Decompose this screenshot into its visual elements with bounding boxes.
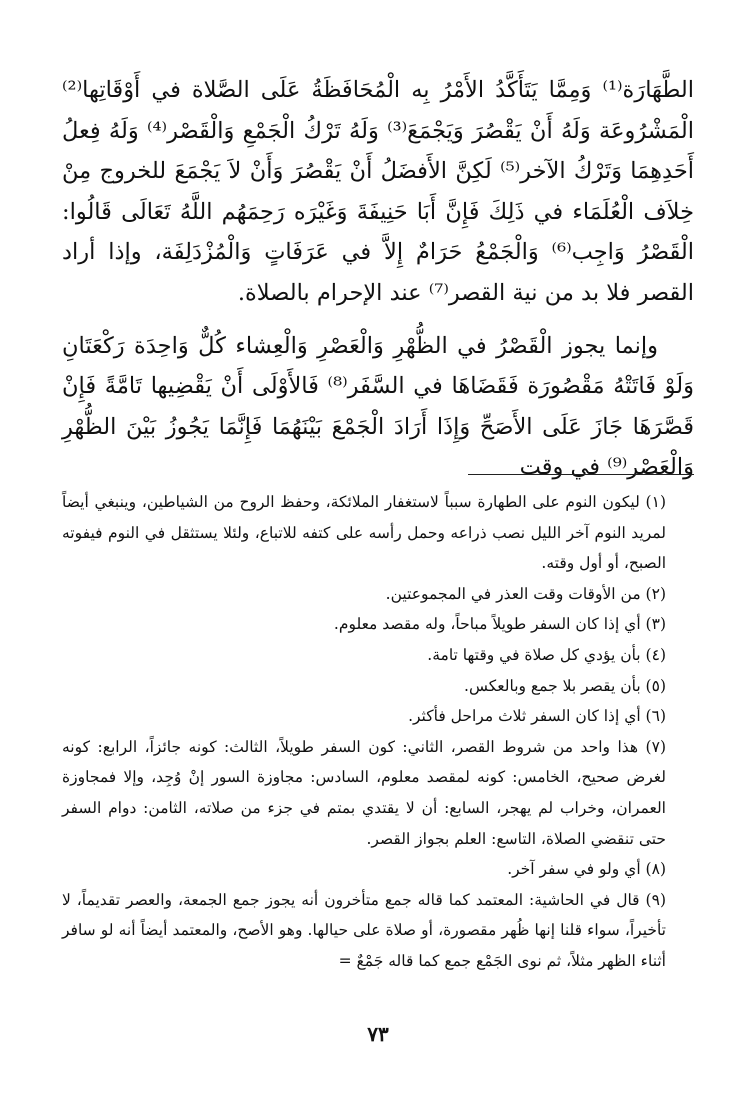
footnote-4: (٤) بأن يؤدي كل صلاة في وقتها تامة. <box>427 645 666 664</box>
footnote-2: (٢) من الأوقات وقت العذر في المجموعتين. <box>385 584 666 603</box>
footnote-9: (٩) قال في الحاشية: المعتمد كما قاله جمع متأخرون أنه يجوز جمع الجمعة، والعصر تقديماً، لا تأخيراً، سواء قلنا إنها ظُهر مقصورة، أو صلاة على حيالها. وهو الأصح، والمعتمد أيضاً أنه لو سافر أثناء الظهر مثلاً، ثم نوى الجَمْع جمع كما قاله جَمْعٌ = <box>62 890 666 970</box>
footnote-separator <box>468 474 694 475</box>
main-paragraph-1: الطَّهَارَة⁽¹⁾ وَمِمَّا يَتَأَكَّدُ الأَمْرُ بِه الْمُحَافَظَةُ عَلَى الصَّلاة في أَوْقَاتِها⁽²⁾ الْمَشْرُوعَة وَلَهُ أَنْ يَقْصُرَ وَيَجْمَعَ⁽³⁾ وَلَهُ تَرْكُ الْجَمْعِ وَالْقَصْر⁽⁴⁾ وَلَهُ فِعلُ أَحَدِهِمَا وَتَرْكُ الآخر⁽⁵⁾ لَكِنَّ الأَفضَلُ أَنْ يَقْصُرَ وَأَنْ لاَ يَجْمَعَ للخروج مِنْ خِلاَف الْعُلَمَاء في ذَلِكَ فَإِنَّ أَبَا حَنِيفَةَ وَغَيْرَه رَحِمَهُم اللَّهُ تَعَالَى قَالُوا: الْقَصْرُ وَاجِب⁽⁶⁾ وَالْجَمْعُ حَرَامٌ إِلاَّ في عَرَفَاتٍ وَالْمُزْدَلِفَة، وإذا أراد القصر فلا بد من نية القصر⁽⁷⁾ عند الإحرام بالصلاة. <box>62 77 694 306</box>
footnote-8: (٨) أي ولو في سفر آخر. <box>507 860 666 879</box>
main-paragraph-2: وإنما يجوز الْقَصْرُ في الظُّهْرِ وَالْعَصْرِ وَالْعِشاء كُلٌّ وَاحِدَة رَكْعَتَانِ وَلَوْ فَاتَتْهُ مَقْصُورَة فَقَضَاهَا في السَّفَر⁽⁸⁾ فَالأَوْلَى أَنْ يَقْضِيها تَامَّةً فَإِنْ قَصَّرَهَا جَازَ عَلَى الأَصَحِّ وَإِذَا أَرَادَ الْجَمْعَ بَيْنَهُمَا فَإِنَّمَا يَجُوزُ بَيْنَ الظُّهْرِ وَالْعَصْر⁽⁹⁾ في وقت <box>62 332 694 481</box>
main-text <box>62 70 694 488</box>
footnote-1: (١) ليكون النوم على الطهارة سبباً لاستغفار الملائكة، وحفظ الروح من الشياطين، وينبغي أيضاً لمريد النوم آخر الليل نصب ذراعه وحمل رأسه على كتفه للاتباع، ولئلا يستثقل في النوم فيفوته الصبح، أو أول وقته. <box>62 493 666 573</box>
footnote-7: (٧) هذا واحد من شروط القصر، الثاني: كون السفر طويلاً، الثالث: كونه جائزاً، الرابع: كونه لغرض صحيح، الخامس: كونه لمقصد معلوم، السادس: مجاوزة السور إنْ وُجِد، وإلا فمجاوزة العمران، وخراب لم يهجر، السابع: أن لا يقتدي بمتم في جزء من صلاته، الثامن: دوام السفر حتى تنقضي الصلاة، التاسع: العلم بجواز القصر. <box>62 737 666 848</box>
page-number: ٧٣ <box>367 1022 389 1046</box>
footnote-6: (٦) أي إذا كان السفر ثلاث مراحل فأكثر. <box>408 707 666 726</box>
footnote-3: (٣) أي إذا كان السفر طويلاً مباحاً، وله مقصد معلوم. <box>333 615 666 634</box>
footnotes <box>62 487 694 977</box>
footnote-5: (٥) بأن يقصر بلا جمع وبالعكس. <box>464 676 666 695</box>
